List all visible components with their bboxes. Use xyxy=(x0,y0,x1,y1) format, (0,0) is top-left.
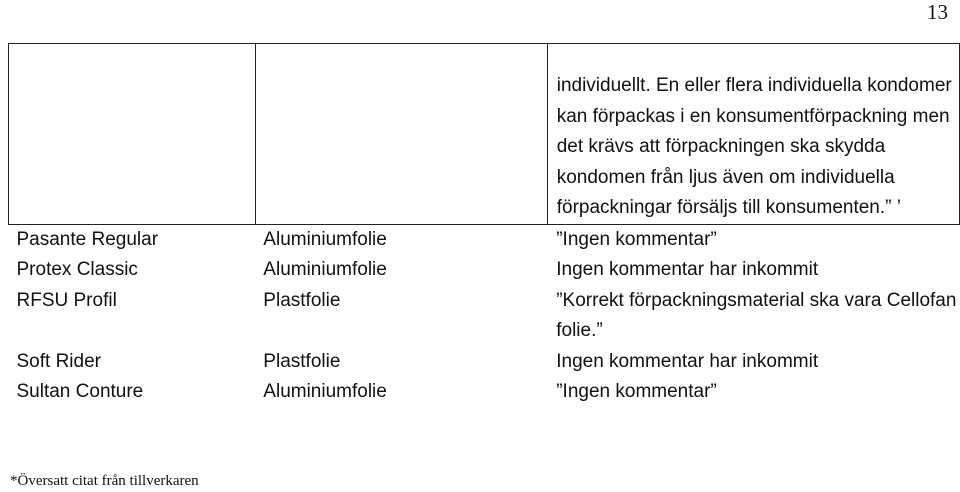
table-row xyxy=(9,347,960,378)
packaging-material: Plastfolie xyxy=(263,289,341,311)
table-cell-empty xyxy=(9,44,256,225)
table-row xyxy=(9,255,960,286)
continuation-text: individuellt. En eller flera individuella kondomer kan förpackas i en konsumentförpackning men det krävs att förpackningen ska skydda kondomen från ljus även om individuella förpackningar försäljs till konsumenten.” ’ xyxy=(547,44,959,225)
packaging-table-container xyxy=(8,43,960,408)
product-name: Pasante Regular xyxy=(16,228,159,250)
manufacturer-comment: Ingen kommentar har inkommit xyxy=(556,350,819,372)
packaging-material: Plastfolie xyxy=(263,350,341,372)
manufacturer-comment: ”Korrekt förpackningsmaterial ska vara Cellofan folie.” xyxy=(556,289,957,341)
manufacturer-comment: Ingen kommentar har inkommit xyxy=(556,259,819,280)
manufacturer-comment: ”Ingen kommentar” xyxy=(556,228,717,250)
product-name: Soft Rider xyxy=(16,350,101,372)
packaging-material: Aluminiumfolie xyxy=(263,228,387,250)
table-cell-empty xyxy=(255,44,547,225)
table-row xyxy=(9,377,960,408)
table-row xyxy=(9,224,960,255)
packaging-material: Aluminiumfolie xyxy=(263,259,387,280)
page-number: 13 xyxy=(927,0,948,24)
product-name: RFSU Profil xyxy=(16,289,117,311)
packaging-material: Aluminiumfolie xyxy=(263,381,387,402)
footnote: *Översatt citat från tillverkaren xyxy=(10,473,199,489)
table-row-continuation xyxy=(9,44,960,225)
product-name: Protex Classic xyxy=(16,259,138,280)
product-name: Sultan Conture xyxy=(16,381,144,402)
table-row xyxy=(9,286,960,347)
manufacturer-comment: ”Ingen kommentar” xyxy=(556,381,717,402)
packaging-table xyxy=(8,43,960,408)
